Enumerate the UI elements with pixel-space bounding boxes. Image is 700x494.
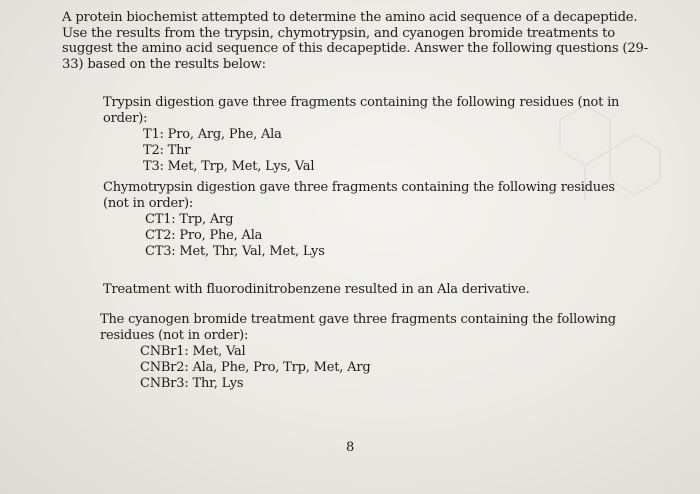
trypsin-fragment-t1: T1: Pro, Arg, Phe, Ala	[143, 127, 282, 142]
chymotrypsin-fragment-ct3: CT3: Met, Thr, Val, Met, Lys	[145, 244, 325, 259]
cnbr-section	[100, 312, 660, 392]
chymotrypsin-fragment-ct2: CT2: Pro, Phe, Ala	[145, 228, 263, 243]
chymotrypsin-fragments	[103, 212, 643, 260]
cnbr-fragment-2: CNBr2: Ala, Phe, Pro, Trp, Met, Arg	[140, 360, 371, 375]
trypsin-fragment-t3: T3: Met, Trp, Met, Lys, Val	[143, 159, 315, 174]
cnbr-fragment-3: CNBr3: Thr, Lys	[140, 376, 244, 391]
cnbr-heading: The cyanogen bromide treatment gave three fragments containing the following residues (not in order):	[100, 312, 616, 343]
chymotrypsin-heading: Chymotrypsin digestion gave three fragments containing the following residues (not in order):	[103, 180, 615, 211]
fdnb-text: Treatment with fluorodinitrobenzene resulted in an Ala derivative.	[103, 282, 530, 297]
trypsin-fragment-t2: T2: Thr	[143, 143, 191, 158]
fdnb-section	[103, 282, 663, 298]
trypsin-section	[103, 95, 663, 175]
cnbr-fragments	[100, 344, 660, 392]
trypsin-heading: Trypsin digestion gave three fragments containing the following residues (not in order):	[103, 95, 620, 126]
chymotrypsin-section	[103, 180, 643, 260]
page-number: 8	[346, 440, 355, 455]
trypsin-fragments	[103, 127, 663, 175]
cnbr-fragment-1: CNBr1: Met, Val	[140, 344, 246, 359]
chymotrypsin-fragment-ct1: CT1: Trp, Arg	[145, 212, 234, 227]
intro-paragraph: A protein biochemist attempted to determine the amino acid sequence of a decapeptide. Use the results from the trypsin, chymotrypsin, and cyanogen bromide treatments to suggest the amino acid sequence of this decapeptide. Answer the following questions (29-33) based on the results below:	[62, 10, 648, 72]
